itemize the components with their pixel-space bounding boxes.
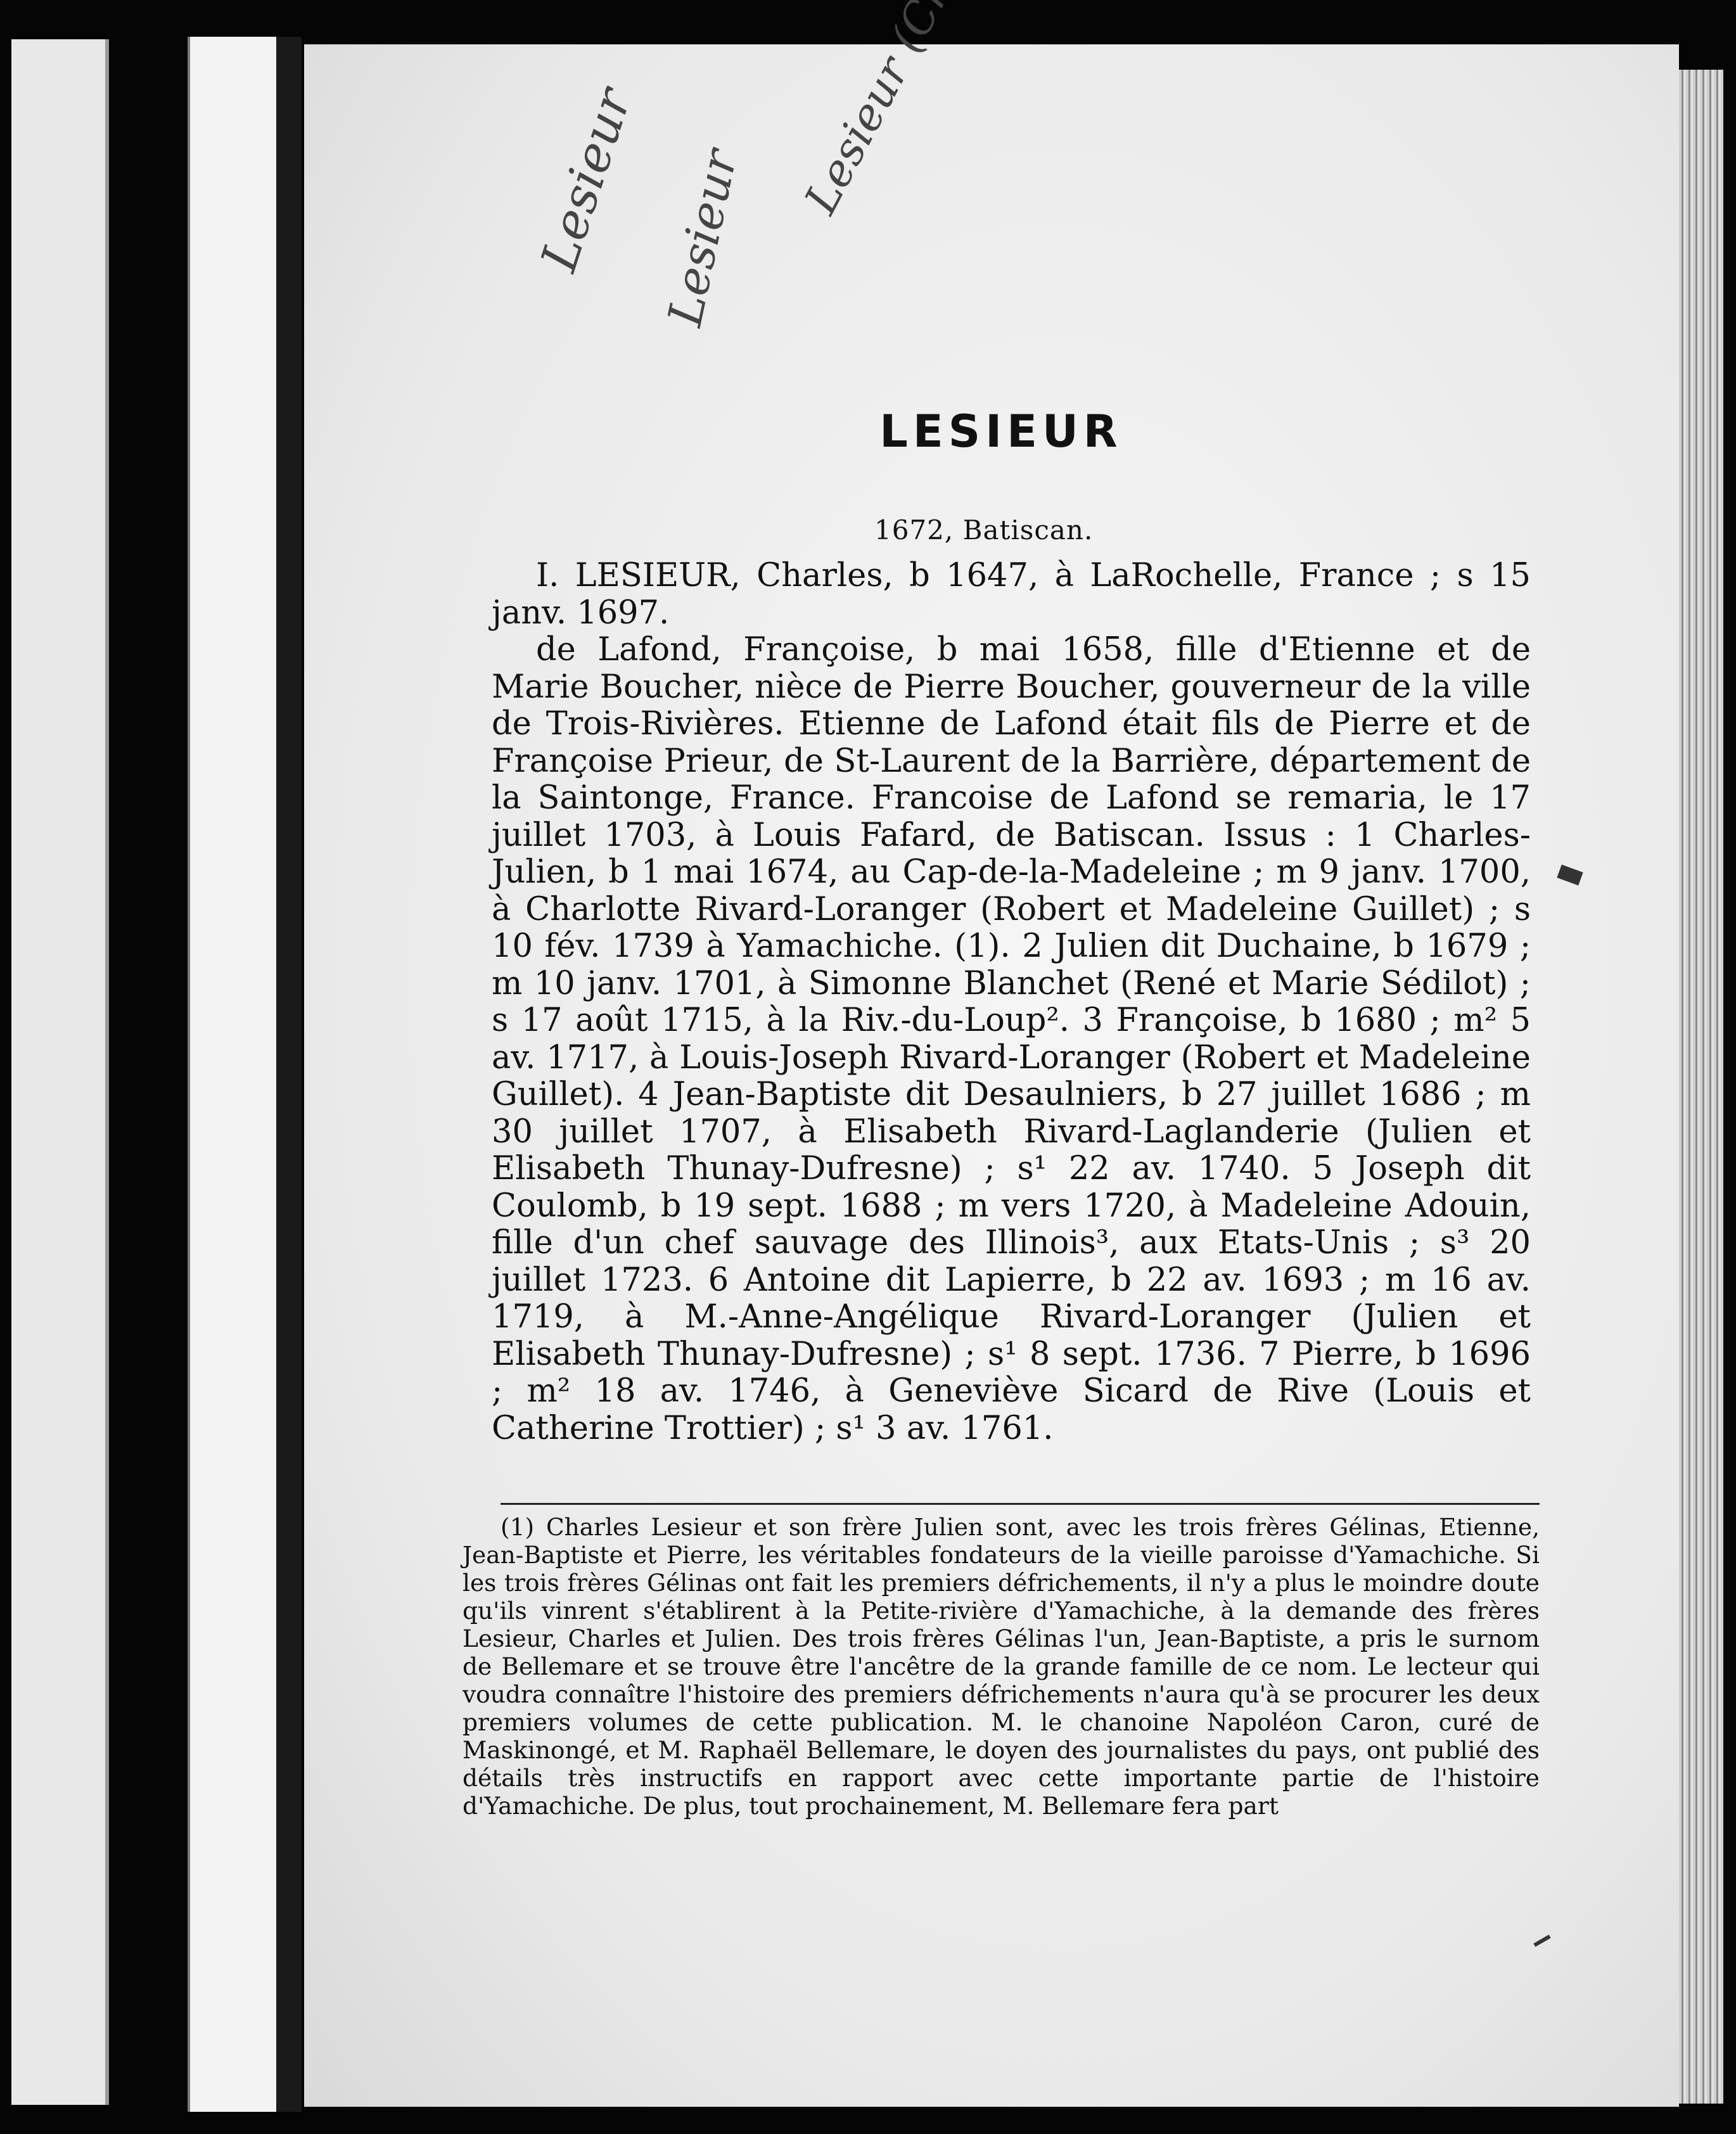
page-title: LESIEUR: [879, 406, 1123, 457]
handwritten-note: Lesieur: [530, 81, 643, 278]
footnote-rule: [501, 1503, 1540, 1505]
entry-spouse-and-children: de Lafond, Françoise, b mai 1658, fille d'Etienne et de Marie Boucher, nièce de Pierre Boucher, gouverneur de la ville de Trois-Rivières. Etienne de Lafond était fils de Pierre et de Françoise Prieur, de St-Laurent de la Barrière, département de la Saintonge, France. Francoise de Lafond se remaria, le 17 juillet 1703, à Louis Fafard, de Batiscan. Issus : 1 Charles-Julien, b 1 mai 1674, au Cap-de-la-Madeleine ; m 9 janv. 1700, à Charlotte Rivard-Loranger (Robert et Madeleine Guillet) ; s 10 fév. 1739 à Yamachiche. (1). 2 Julien dit Duchaine, b 1679 ; m 10 janv. 1701, à Simonne Blanchet (René et Marie Sédilot) ; s 17 août 1715, à la Riv.-du-Loup². 3 Françoise, b 1680 ; m² 5 av. 1717, à Louis-Joseph Rivard-Loranger (Robert et Madeleine Guillet). 4 Jean-Baptiste dit Desaulniers, b 27 juillet 1686 ; m 30 juillet 1707, à Elisabeth Rivard-Laglanderie (Julien et Elisabeth Thunay-Dufresne) ; s¹ 22 av. 1740. 5 Joseph dit Coulomb, b 19 sept. 1688 ; m vers 1720, à Madeleine Adouin, fille d'un chef sauvage des Illinois³, aux Etats-Unis ; s³ 20 juillet 1723. 6 Antoine dit Lapierre, b 22 av. 1693 ; m 16 av. 1719, à M.-Anne-Angélique Rivard-Loranger (Julien et Elisabeth Thunay-Dufresne) ; s¹ 8 sept. 1736. 7 Pierre, b 1696 ; m² 18 av. 1746, à Geneviève Sicard de Rive (Louis et Catherine Trottier) ; s¹ 3 av. 1761.: [492, 631, 1531, 1447]
footnote-text: (1) Charles Lesieur et son frère Julien sont, avec les trois frères Gélinas, Etienne, Jean-Baptiste et Pierre, les véritables fondateurs de la vieille paroisse d'Yamachiche. Si les trois frères Gélinas ont fait les premiers défrichements, il n'y a plus le moindre doute qu'ils vinrent s'établirent à la Petite-rivière d'Yamachiche, à la demande des frères Lesieur, Charles et Julien. Des trois frères Gélinas l'un, Jean-Baptiste, a pris le surnom de Bellemare et se trouve être l'ancêtre de la grande famille de ce nom. Le lecteur qui voudra connaître l'histoire des premiers défrichements n'aura qu'à se procurer les deux premiers volumes de cette publication. M. le chanoine Napoléon Caron, curé de Maskinongé, et M. Raphaël Bellemare, le doyen des journalistes du pays, ont publié des détails très instructifs en rapport avec cette importante partie de l'histoire d'Yamachiche. De plus, tout prochainement, M. Bellemare fera part: [463, 1513, 1540, 1820]
binding-gutter: [276, 37, 302, 2112]
page-edges: [1679, 70, 1723, 2104]
footnote: [463, 1513, 1540, 1820]
handwritten-note: Lesieur: [657, 144, 748, 331]
page-subtitle: 1672, Batiscan.: [874, 514, 1094, 546]
adjacent-page-strip: [188, 37, 279, 2112]
genealogy-entry: [492, 558, 1531, 1447]
entry-head: I. LESIEUR, Charles, b 1647, à LaRochelle, France ; s 15 janv. 1697.: [492, 557, 1531, 632]
adjacent-page-left: [11, 39, 109, 2105]
